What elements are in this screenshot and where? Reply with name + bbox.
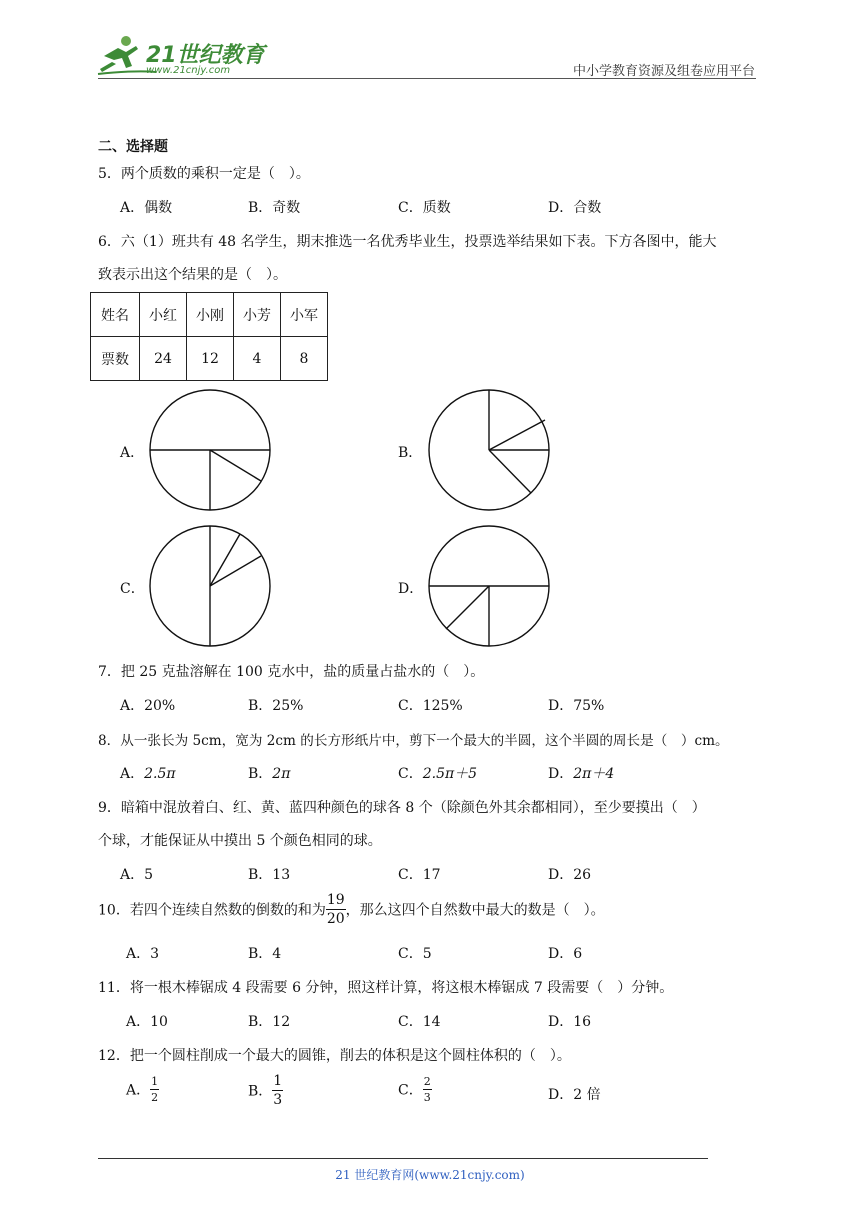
math-expression: 2.5π	[144, 766, 176, 782]
question-9-line2: 个球，才能保证从中摸出 5 个颜色相同的球。	[98, 833, 382, 849]
logo-text: 21世纪教育	[146, 43, 265, 68]
q7-option-a: A．20%	[120, 698, 176, 714]
fraction-numerator: 1	[273, 1073, 283, 1089]
q8-option-a	[120, 763, 176, 783]
q5-option-b: B．奇数	[248, 200, 301, 216]
q10-option-a: A．3	[126, 946, 160, 962]
q9-option-c: C．17	[398, 867, 441, 883]
q8-option-b	[248, 763, 290, 783]
table-cell: 小刚	[187, 293, 234, 337]
table-cell: 小芳	[234, 293, 281, 337]
option-letter: C．	[398, 1082, 423, 1099]
fraction-numerator: 19	[326, 892, 345, 908]
math-expression: 2.5π＋5	[422, 766, 478, 782]
header-platform-text: 中小学教育资源及组卷应用平台	[572, 64, 755, 79]
pie-chart-b	[427, 388, 551, 512]
q9-option-d: D．26	[548, 867, 592, 883]
option-letter: B．	[248, 1083, 273, 1100]
fraction-denominator: 3	[423, 1091, 431, 1104]
vote-table	[90, 292, 328, 381]
table-row	[91, 293, 328, 337]
fraction-denominator: 20	[326, 911, 345, 927]
q11-option-d: D．16	[548, 1014, 592, 1030]
q11-option-b: B．12	[248, 1014, 291, 1030]
q8-option-c	[398, 763, 477, 783]
section-title: 二、选择题	[98, 139, 168, 155]
q5-option-c: C．质数	[398, 200, 451, 216]
table-cell: 小红	[140, 293, 187, 337]
fraction	[150, 1076, 159, 1103]
table-cell: 12	[187, 337, 234, 381]
pie-chart-d	[427, 524, 551, 648]
option-letter: B．	[248, 766, 273, 782]
table-cell: 票数	[91, 337, 140, 381]
q7-option-b: B．25%	[248, 698, 304, 714]
question-12: 12．把一个圆柱削成一个最大的圆锥，削去的体积是这个圆柱体积的（ ）。	[98, 1048, 571, 1064]
option-letter: A．	[120, 766, 145, 782]
q12-option-c	[398, 1076, 432, 1103]
option-letter: C．	[398, 766, 423, 782]
pie-b-label: B．	[398, 445, 423, 461]
table-cell: 小军	[281, 293, 328, 337]
q10-text-before: 10．若四个连续自然数的倒数的和为	[98, 902, 326, 919]
question-7: 7．把 25 克盐溶解在 100 克水中，盐的质量占盐水的（ ）。	[98, 664, 485, 680]
q7-option-d: D．75%	[548, 698, 605, 714]
q12-option-a	[126, 1076, 159, 1103]
q10-option-d: D．6	[548, 946, 583, 962]
fraction	[423, 1076, 432, 1103]
question-11: 11．将一根木棒锯成 4 段需要 6 分钟，照这样计算，将这根木棒锯成 7 段需要（ ）分钟。	[98, 980, 674, 996]
fraction	[326, 893, 346, 926]
fraction-denominator: 2	[151, 1091, 159, 1104]
math-expression: 2π	[272, 766, 291, 782]
question-10	[98, 893, 605, 926]
footer-text: 21 世纪教育网(www.21cnjy.com)	[335, 1168, 525, 1182]
pie-chart-a	[148, 388, 272, 512]
table-cell: 24	[140, 337, 187, 381]
table-cell: 4	[234, 337, 281, 381]
q12-option-d: D．2 倍	[548, 1087, 601, 1103]
pie-chart-c	[148, 524, 272, 648]
table-cell: 8	[281, 337, 328, 381]
site-logo	[96, 34, 266, 78]
q9-option-a: A．5	[120, 867, 154, 883]
q5-option-a: A．偶数	[120, 200, 173, 216]
question-6-line2: 致表示出这个结果的是（ ）。	[98, 267, 287, 283]
option-letter: D．	[548, 766, 574, 782]
question-6-line1: 6．六（1）班共有 48 名学生，期末推选一名优秀毕业生，投票选举结果如下表。下方各图中，能大	[98, 234, 717, 250]
math-expression: 2π＋4	[573, 766, 615, 782]
q9-option-b: B．13	[248, 867, 291, 883]
table-cell: 姓名	[91, 293, 140, 337]
fraction	[272, 1074, 283, 1107]
header-divider	[98, 78, 756, 79]
option-letter: A．	[126, 1082, 151, 1099]
fraction-denominator: 3	[273, 1092, 283, 1108]
q11-option-c: C．14	[398, 1014, 441, 1030]
fraction-numerator: 2	[423, 1075, 431, 1088]
pie-d-label: D．	[398, 581, 424, 597]
pie-a-label: A．	[120, 445, 145, 461]
footer-divider	[98, 1158, 708, 1159]
q10-option-b: B．4	[248, 946, 282, 962]
table-row	[91, 337, 328, 381]
pie-c-label: C．	[120, 581, 145, 597]
q11-option-a: A．10	[126, 1014, 168, 1030]
q5-option-d: D．合数	[548, 200, 602, 216]
logo-url: www.21cnjy.com	[146, 65, 231, 76]
q10-option-c: C．5	[398, 946, 432, 962]
q8-option-d	[548, 763, 614, 783]
q7-option-c: C．125%	[398, 698, 463, 714]
question-5: 5．两个质数的乘积一定是（ ）。	[98, 166, 310, 182]
question-8: 8．从一张长为 5cm，宽为 2cm 的长方形纸片中，剪下一个最大的半圆，这个半圆的周长是（ ）cm。	[98, 733, 729, 749]
question-9-line1: 9．暗箱中混放着白、红、黄、蓝四种颜色的球各 8 个（除颜色外其余都相同），至少要摸出（ ）	[98, 800, 706, 816]
fraction-numerator: 1	[151, 1075, 159, 1088]
q10-text-after: ，那么这四个自然数中最大的数是（ ）。	[345, 902, 605, 919]
q12-option-b	[248, 1074, 283, 1107]
